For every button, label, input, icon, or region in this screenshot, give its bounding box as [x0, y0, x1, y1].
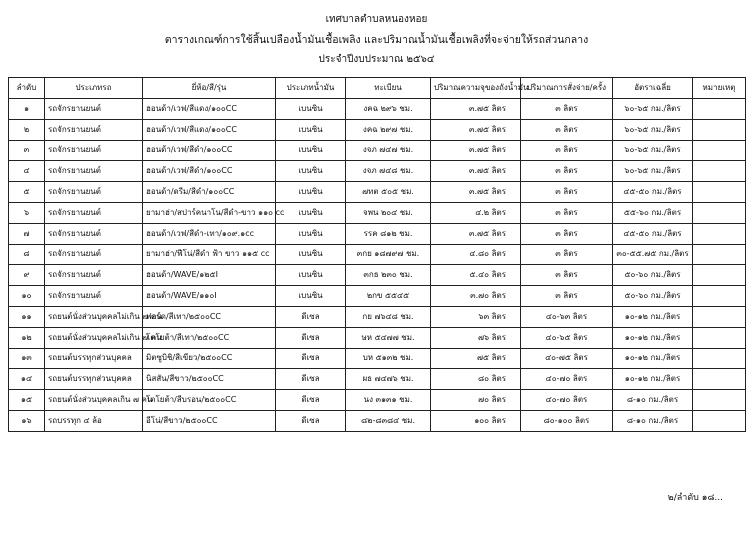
cell-remarks: [693, 244, 746, 265]
cell-vehicle-type: รถยนต์นั่งส่วนบุคคลเกิน ๗ คน: [45, 390, 143, 411]
table-row: [9, 327, 746, 348]
cell-dispense-amount: ๔๐-๗๐ ลิตร: [521, 369, 613, 390]
cell-registration: งจภ ๗๔๗ ชม.: [346, 140, 431, 161]
cell-remarks: [693, 410, 746, 431]
col-header-dispense-amount: ปริมาณการสั่งจ่าย/ครั้ง: [521, 78, 613, 99]
cell-brand-color-model: ฟอร์ด/สีเทา/๒๕๐๐CC: [143, 306, 276, 327]
cell-brand-color-model: ฮอนด้า/เวฟ/สีแดง/๑๐๐CC: [143, 119, 276, 140]
cell-brand-color-model: ฮอนด้า/เวฟ/สีดำ-เทา/๑๐๙.๑cc: [143, 223, 276, 244]
cell-registration: ๘๒-๘๓๘๔ ชม.: [346, 410, 431, 431]
table-row: [9, 119, 746, 140]
fuel-criteria-table: [8, 77, 746, 432]
cell-fuel-type: เบนซิน: [276, 140, 346, 161]
cell-vehicle-type: รถบรรทุก ๔ ล้อ: [45, 410, 143, 431]
col-header-avg-rate: อัตราเฉลี่ย: [613, 78, 693, 99]
cell-remarks: [693, 369, 746, 390]
cell-dispense-amount: ๔๐-๖๕ ลิตร: [521, 327, 613, 348]
page-continuation-note: ๒/ลำดับ ๑๘...: [667, 493, 723, 503]
cell-vehicle-type: รถจักรยานยนต์: [45, 140, 143, 161]
cell-dispense-amount: ๓ ลิตร: [521, 99, 613, 120]
cell-tank-capacity: ๓.๗๕ ลิตร: [431, 161, 521, 182]
cell-tank-capacity: ๗๐ ลิตร: [431, 390, 521, 411]
cell-remarks: [693, 161, 746, 182]
cell-dispense-amount: ๓ ลิตร: [521, 119, 613, 140]
cell-tank-capacity: ๓.๗๕ ลิตร: [431, 119, 521, 140]
cell-average-rate: ๑๐-๑๒ กม./ลิตร: [613, 306, 693, 327]
cell-remarks: [693, 390, 746, 411]
col-header-remarks: หมายเหตุ: [693, 78, 746, 99]
cell-row-number: ๖: [9, 202, 45, 223]
table-row: [9, 369, 746, 390]
col-header-brand: ยี่ห้อ/สี/รุ่น: [143, 78, 276, 99]
cell-fuel-type: ดีเซล: [276, 327, 346, 348]
table-row: [9, 348, 746, 369]
cell-fuel-type: เบนซิน: [276, 99, 346, 120]
cell-remarks: [693, 140, 746, 161]
org-title: เทศบาลตำบลหนองหอย: [325, 14, 428, 25]
cell-fuel-type: ดีเซล: [276, 369, 346, 390]
cell-row-number: ๑๖: [9, 410, 45, 431]
table-row: [9, 182, 746, 203]
cell-brand-color-model: นิสสัน/สีขาว/๒๕๐๐CC: [143, 369, 276, 390]
cell-fuel-type: เบนซิน: [276, 202, 346, 223]
cell-average-rate: ๕๐-๖๐ กม./ลิตร: [613, 265, 693, 286]
cell-brand-color-model: ฮอนด้า/เวฟ/สีแดง/๑๐๐CC: [143, 99, 276, 120]
cell-registration: รรค ๘๑๒ ชม.: [346, 223, 431, 244]
cell-remarks: [693, 327, 746, 348]
cell-average-rate: ๖๐-๖๕ กม./ลิตร: [613, 161, 693, 182]
cell-vehicle-type: รถจักรยานยนต์: [45, 182, 143, 203]
cell-fuel-type: ดีเซล: [276, 390, 346, 411]
cell-row-number: ๔: [9, 161, 45, 182]
cell-fuel-type: เบนซิน: [276, 286, 346, 307]
cell-row-number: ๙: [9, 265, 45, 286]
cell-registration: งจภ ๗๔๘ ชม.: [346, 161, 431, 182]
cell-row-number: ๕: [9, 182, 45, 203]
col-header-no: ลำดับ: [9, 78, 45, 99]
cell-registration: ๓กธ ๒๓๐ ชม.: [346, 265, 431, 286]
cell-vehicle-type: รถยนต์บรรทุกส่วนบุคคล: [45, 369, 143, 390]
cell-row-number: ๑: [9, 99, 45, 120]
cell-tank-capacity: ๔.๒ ลิตร: [431, 202, 521, 223]
cell-row-number: ๑๓: [9, 348, 45, 369]
cell-registration: งคฉ ๒๙๗ ชม.: [346, 119, 431, 140]
cell-brand-color-model: อีโน่/สีขาว/๒๕๐๐CC: [143, 410, 276, 431]
cell-remarks: [693, 306, 746, 327]
cell-fuel-type: ดีเซล: [276, 306, 346, 327]
cell-average-rate: ๑๐-๑๒ กม./ลิตร: [613, 348, 693, 369]
table-row: [9, 306, 746, 327]
col-header-vehicle-type: ประเภทรถ: [45, 78, 143, 99]
cell-tank-capacity: ๔.๘๐ ลิตร: [431, 244, 521, 265]
cell-brand-color-model: โตโยต้า/สีบรอน/๒๕๐๐CC: [143, 390, 276, 411]
cell-dispense-amount: ๓ ลิตร: [521, 202, 613, 223]
cell-tank-capacity: ๓.๗๕ ลิตร: [431, 182, 521, 203]
cell-tank-capacity: ๓.๗๕ ลิตร: [431, 99, 521, 120]
table-row: [9, 99, 746, 120]
cell-brand-color-model: ฮอนด้า/เวฟ/สีดำ/๑๐๐CC: [143, 140, 276, 161]
cell-average-rate: ๖๐-๖๕ กม./ลิตร: [613, 99, 693, 120]
cell-row-number: ๑๕: [9, 390, 45, 411]
cell-average-rate: ๕๕-๖๐ กม./ลิตร: [613, 202, 693, 223]
cell-tank-capacity: ๗๖ ลิตร: [431, 327, 521, 348]
cell-registration: ษห ๕๔๗๗ ชม.: [346, 327, 431, 348]
cell-vehicle-type: รถจักรยานยนต์: [45, 265, 143, 286]
cell-average-rate: ๕๐-๖๐ กม./ลิตร: [613, 286, 693, 307]
cell-registration: ผธ ๗๔๗๖ ชม.: [346, 369, 431, 390]
cell-tank-capacity: ๓.๗๐ ลิตร: [431, 286, 521, 307]
cell-average-rate: ๖๐-๖๕ กม./ลิตร: [613, 140, 693, 161]
cell-registration: ๗ทต ๕๐๕ ชม.: [346, 182, 431, 203]
cell-vehicle-type: รถยนต์นั่งส่วนบุคคลไม่เกิน ๗ คน: [45, 306, 143, 327]
cell-remarks: [693, 265, 746, 286]
cell-vehicle-type: รถจักรยานยนต์: [45, 202, 143, 223]
cell-average-rate: ๑๐-๑๒ กม./ลิตร: [613, 369, 693, 390]
cell-remarks: [693, 223, 746, 244]
fiscal-year-title: ประจำปีงบประมาณ ๒๕๖๔: [318, 54, 435, 65]
cell-remarks: [693, 99, 746, 120]
cell-brand-color-model: มิตซูบิชิ/สีเขียว/๒๕๐๐CC: [143, 348, 276, 369]
cell-vehicle-type: รถยนต์บรรทุกส่วนบุคคล: [45, 348, 143, 369]
table-row: [9, 140, 746, 161]
cell-brand-color-model: ฮอนด้า/WAVE/๑๒๕I: [143, 265, 276, 286]
cell-remarks: [693, 119, 746, 140]
cell-dispense-amount: ๓ ลิตร: [521, 182, 613, 203]
cell-vehicle-type: รถจักรยานยนต์: [45, 286, 143, 307]
table-row: [9, 202, 746, 223]
cell-fuel-type: ดีเซล: [276, 410, 346, 431]
cell-row-number: ๒: [9, 119, 45, 140]
cell-vehicle-type: รถจักรยานยนต์: [45, 223, 143, 244]
cell-average-rate: ๔๕-๕๐ กม./ลิตร: [613, 182, 693, 203]
cell-dispense-amount: ๓ ลิตร: [521, 161, 613, 182]
cell-remarks: [693, 182, 746, 203]
cell-row-number: ๑๔: [9, 369, 45, 390]
col-header-registration: ทะเบียน: [346, 78, 431, 99]
cell-fuel-type: เบนซิน: [276, 119, 346, 140]
table-row: [9, 390, 746, 411]
cell-tank-capacity: ๘๐ ลิตร: [431, 369, 521, 390]
cell-dispense-amount: ๔๐-๗๐ ลิตร: [521, 390, 613, 411]
cell-average-rate: ๑๐-๑๒ กม./ลิตร: [613, 327, 693, 348]
cell-row-number: ๘: [9, 244, 45, 265]
cell-fuel-type: ดีเซล: [276, 348, 346, 369]
table-row: [9, 410, 746, 431]
cell-dispense-amount: ๔๐-๗๕ ลิตร: [521, 348, 613, 369]
cell-registration: บห ๕๑๓๒ ชม.: [346, 348, 431, 369]
cell-average-rate: ๘-๑๐ กม./ลิตร: [613, 390, 693, 411]
cell-brand-color-model: โตโยต้า/สีเทา/๒๕๐๐CC: [143, 327, 276, 348]
cell-tank-capacity: ๕.๔๐ ลิตร: [431, 265, 521, 286]
cell-fuel-type: เบนซิน: [276, 161, 346, 182]
cell-row-number: ๑๒: [9, 327, 45, 348]
cell-tank-capacity: ๗๕ ลิตร: [431, 348, 521, 369]
cell-average-rate: ๘-๑๐ กม./ลิตร: [613, 410, 693, 431]
table-row: [9, 223, 746, 244]
cell-vehicle-type: รถยนต์นั่งส่วนบุคคลไม่เกิน ๗ คน: [45, 327, 143, 348]
cell-tank-capacity: ๖๓ ลิตร: [431, 306, 521, 327]
cell-registration: ๓กย ๑๘๗๙๗ ชม.: [346, 244, 431, 265]
col-header-fuel-type: ประเภทน้ำมัน: [276, 78, 346, 99]
cell-registration: งคฉ ๒๙๖ ชม.: [346, 99, 431, 120]
table-row: [9, 265, 746, 286]
cell-fuel-type: เบนซิน: [276, 223, 346, 244]
cell-tank-capacity: ๑๐๐ ลิตร: [431, 410, 521, 431]
cell-fuel-type: เบนซิน: [276, 182, 346, 203]
cell-registration: ๒กข ๕๕๔๕: [346, 286, 431, 307]
table-row: [9, 244, 746, 265]
cell-brand-color-model: ยามาฮ่า/ฟีโน่/สีดำ ฟ้า ขาว ๑๑๕ cc: [143, 244, 276, 265]
cell-average-rate: ๓๐-๕๕.๗๕ กม./ลิตร: [613, 244, 693, 265]
cell-remarks: [693, 286, 746, 307]
cell-average-rate: ๔๕-๕๐ กม./ลิตร: [613, 223, 693, 244]
cell-average-rate: ๖๐-๖๕ กม./ลิตร: [613, 119, 693, 140]
cell-vehicle-type: รถจักรยานยนต์: [45, 244, 143, 265]
cell-fuel-type: เบนซิน: [276, 265, 346, 286]
cell-row-number: ๓: [9, 140, 45, 161]
cell-brand-color-model: ฮอนด้า/WAVE/๑๑๐I: [143, 286, 276, 307]
cell-registration: จพน ๒๐๔ ชม.: [346, 202, 431, 223]
cell-dispense-amount: ๓ ลิตร: [521, 223, 613, 244]
cell-row-number: ๑๑: [9, 306, 45, 327]
cell-brand-color-model: ฮอนด้า/เวฟ/สีดำ/๑๐๐CC: [143, 161, 276, 182]
cell-row-number: ๑๐: [9, 286, 45, 307]
cell-fuel-type: เบนซิน: [276, 244, 346, 265]
cell-tank-capacity: ๓.๗๕ ลิตร: [431, 140, 521, 161]
cell-brand-color-model: ฮอนด้า/ดรีม/สีดำ/๑๐๐CC: [143, 182, 276, 203]
table-row: [9, 161, 746, 182]
cell-tank-capacity: ๓.๗๕ ลิตร: [431, 223, 521, 244]
table-header-row: [9, 78, 746, 99]
cell-registration: นง ๓๑๓๑ ชม.: [346, 390, 431, 411]
cell-dispense-amount: ๓ ลิตร: [521, 140, 613, 161]
cell-vehicle-type: รถจักรยานยนต์: [45, 119, 143, 140]
document-title: ตารางเกณฑ์การใช้สิ้นเปลืองน้ำมันเชื้อเพลิง และปริมาณน้ำมันเชื้อเพลิงที่จะจ่ายให้รถส่วนกลาง: [164, 34, 589, 46]
cell-vehicle-type: รถจักรยานยนต์: [45, 99, 143, 120]
cell-remarks: [693, 202, 746, 223]
cell-dispense-amount: ๘๐-๑๐๐ ลิตร: [521, 410, 613, 431]
cell-vehicle-type: รถจักรยานยนต์: [45, 161, 143, 182]
cell-row-number: ๗: [9, 223, 45, 244]
cell-dispense-amount: ๓ ลิตร: [521, 286, 613, 307]
table-row: [9, 286, 746, 307]
cell-registration: กย ๗๖๔๘ ชม.: [346, 306, 431, 327]
cell-dispense-amount: ๓ ลิตร: [521, 244, 613, 265]
cell-dispense-amount: ๓ ลิตร: [521, 265, 613, 286]
cell-dispense-amount: ๔๐-๖๓ ลิตร: [521, 306, 613, 327]
cell-brand-color-model: ยามาฮ่า/สปาร์คนาโน/สีดำ-ขาว ๑๑๐ cc: [143, 202, 276, 223]
col-header-tank-capacity: ปริมาณความจุของถังน้ำมัน: [431, 78, 521, 99]
cell-remarks: [693, 348, 746, 369]
